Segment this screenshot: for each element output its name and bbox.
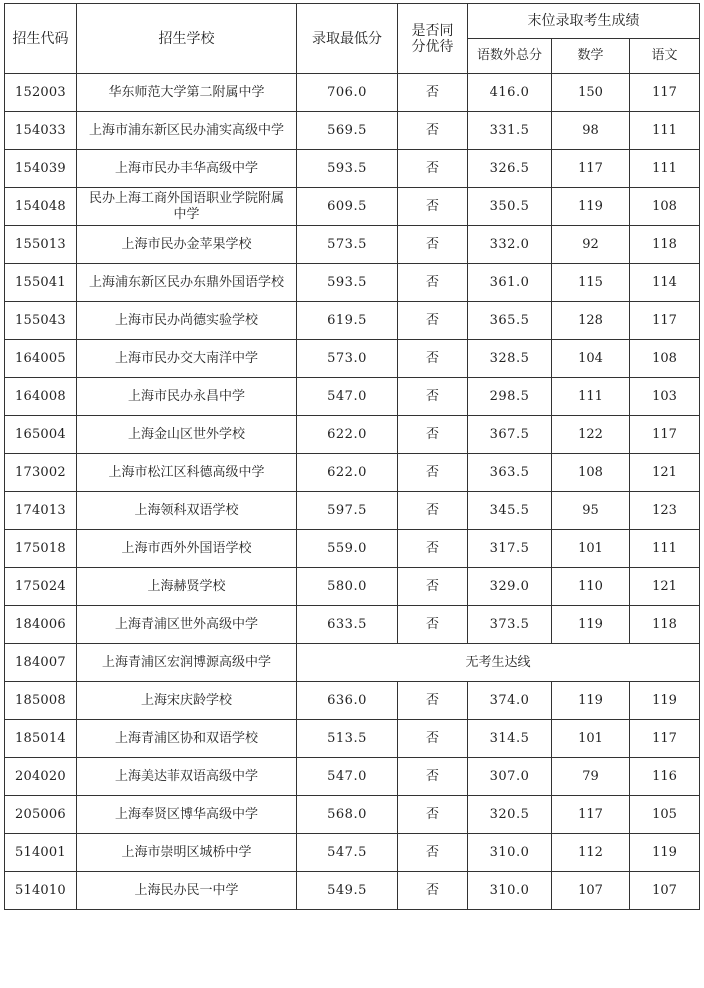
cell-school: 上海市民办永昌中学 (77, 378, 297, 416)
cell-priority: 否 (398, 834, 468, 872)
cell-min-score: 547.0 (297, 378, 398, 416)
cell-code: 204020 (5, 758, 77, 796)
cell-math: 101 (552, 530, 630, 568)
cell-math: 115 (552, 264, 630, 302)
cell-school: 民办上海工商外国语职业学院附属中学 (77, 188, 297, 226)
cell-min-score: 609.5 (297, 188, 398, 226)
cell-min-score: 706.0 (297, 74, 398, 112)
cell-code: 185014 (5, 720, 77, 758)
cell-code: 205006 (5, 796, 77, 834)
cell-code: 165004 (5, 416, 77, 454)
table-row (5, 378, 700, 416)
cell-min-score: 622.0 (297, 454, 398, 492)
cell-min-score: 597.5 (297, 492, 398, 530)
table-body (5, 74, 700, 910)
table-row (5, 112, 700, 150)
header-math: 数学 (552, 39, 630, 74)
cell-code: 514010 (5, 872, 77, 910)
cell-priority: 否 (398, 264, 468, 302)
table-row (5, 568, 700, 606)
cell-school: 上海奉贤区博华高级中学 (77, 796, 297, 834)
cell-min-score: 633.5 (297, 606, 398, 644)
cell-school: 上海赫贤学校 (77, 568, 297, 606)
cell-min-score: 593.5 (297, 150, 398, 188)
cell-code: 154048 (5, 188, 77, 226)
cell-total-score: 326.5 (468, 150, 552, 188)
cell-priority: 否 (398, 530, 468, 568)
cell-chinese: 116 (630, 758, 700, 796)
cell-chinese: 117 (630, 302, 700, 340)
cell-priority: 否 (398, 150, 468, 188)
table-row (5, 530, 700, 568)
table-row (5, 872, 700, 910)
cell-chinese: 103 (630, 378, 700, 416)
cell-math: 110 (552, 568, 630, 606)
table-row (5, 492, 700, 530)
cell-school: 上海青浦区世外高级中学 (77, 606, 297, 644)
cell-chinese: 118 (630, 226, 700, 264)
cell-chinese: 105 (630, 796, 700, 834)
cell-chinese: 111 (630, 530, 700, 568)
cell-priority: 否 (398, 682, 468, 720)
cell-chinese: 121 (630, 454, 700, 492)
cell-min-score: 513.5 (297, 720, 398, 758)
cell-code: 184007 (5, 644, 77, 682)
cell-priority: 否 (398, 74, 468, 112)
cell-min-score: 580.0 (297, 568, 398, 606)
table-row (5, 188, 700, 226)
table-row (5, 302, 700, 340)
cell-priority: 否 (398, 796, 468, 834)
cell-min-score: 569.5 (297, 112, 398, 150)
cell-min-score: 593.5 (297, 264, 398, 302)
table-row (5, 606, 700, 644)
table-row (5, 796, 700, 834)
cell-min-score: 619.5 (297, 302, 398, 340)
cell-total-score: 367.5 (468, 416, 552, 454)
cell-total-score: 328.5 (468, 340, 552, 378)
cell-code: 184006 (5, 606, 77, 644)
table-row (5, 150, 700, 188)
cell-total-score: 350.5 (468, 188, 552, 226)
cell-min-score: 568.0 (297, 796, 398, 834)
cell-school: 上海金山区世外学校 (77, 416, 297, 454)
cell-chinese: 123 (630, 492, 700, 530)
cell-math: 119 (552, 188, 630, 226)
cell-min-score: 622.0 (297, 416, 398, 454)
cell-priority: 否 (398, 416, 468, 454)
cell-code: 154039 (5, 150, 77, 188)
cell-chinese: 111 (630, 112, 700, 150)
cell-math: 112 (552, 834, 630, 872)
cell-total-score: 361.0 (468, 264, 552, 302)
cell-math: 128 (552, 302, 630, 340)
cell-min-score: 547.0 (297, 758, 398, 796)
cell-chinese: 119 (630, 682, 700, 720)
cell-school: 上海市民办金苹果学校 (77, 226, 297, 264)
cell-code: 173002 (5, 454, 77, 492)
cell-math: 122 (552, 416, 630, 454)
cell-math: 119 (552, 606, 630, 644)
cell-math: 108 (552, 454, 630, 492)
cell-total-score: 416.0 (468, 74, 552, 112)
cell-total-score: 332.0 (468, 226, 552, 264)
cell-total-score: 317.5 (468, 530, 552, 568)
cell-priority: 否 (398, 340, 468, 378)
cell-priority: 否 (398, 302, 468, 340)
cell-code: 514001 (5, 834, 77, 872)
cell-code: 154033 (5, 112, 77, 150)
cell-priority: 否 (398, 226, 468, 264)
cell-total-score: 373.5 (468, 606, 552, 644)
cell-math: 95 (552, 492, 630, 530)
table-row (5, 416, 700, 454)
cell-school: 华东师范大学第二附属中学 (77, 74, 297, 112)
cell-total-score: 320.5 (468, 796, 552, 834)
cell-school: 上海宋庆龄学校 (77, 682, 297, 720)
cell-total-score: 307.0 (468, 758, 552, 796)
cell-math: 117 (552, 150, 630, 188)
cell-min-score: 559.0 (297, 530, 398, 568)
cell-school: 上海领科双语学校 (77, 492, 297, 530)
table-row (5, 834, 700, 872)
cell-school: 上海市西外外国语学校 (77, 530, 297, 568)
cell-code: 152003 (5, 74, 77, 112)
cell-school: 上海市崇明区城桥中学 (77, 834, 297, 872)
header-total-score: 语数外总分 (468, 39, 552, 74)
cell-code: 174013 (5, 492, 77, 530)
cell-min-score: 636.0 (297, 682, 398, 720)
cell-code: 155043 (5, 302, 77, 340)
cell-note: 无考生达线 (297, 644, 700, 682)
cell-priority: 否 (398, 454, 468, 492)
cell-total-score: 365.5 (468, 302, 552, 340)
cell-math: 104 (552, 340, 630, 378)
cell-priority: 否 (398, 568, 468, 606)
cell-chinese: 119 (630, 834, 700, 872)
cell-school: 上海青浦区协和双语学校 (77, 720, 297, 758)
cell-code: 164008 (5, 378, 77, 416)
cell-math: 117 (552, 796, 630, 834)
cell-total-score: 329.0 (468, 568, 552, 606)
table-row (5, 340, 700, 378)
cell-math: 92 (552, 226, 630, 264)
cell-chinese: 107 (630, 872, 700, 910)
cell-chinese: 117 (630, 416, 700, 454)
cell-total-score: 345.5 (468, 492, 552, 530)
cell-school: 上海市民办丰华高级中学 (77, 150, 297, 188)
cell-school: 上海市民办尚德实验学校 (77, 302, 297, 340)
header-last-admitted-scores: 末位录取考生成绩 (468, 4, 700, 39)
table-row (5, 682, 700, 720)
table-row (5, 454, 700, 492)
cell-chinese: 117 (630, 720, 700, 758)
cell-code: 185008 (5, 682, 77, 720)
header-chinese: 语文 (630, 39, 700, 74)
cell-total-score: 310.0 (468, 872, 552, 910)
cell-code: 155013 (5, 226, 77, 264)
cell-school: 上海市浦东新区民办浦实高级中学 (77, 112, 297, 150)
cell-priority: 否 (398, 606, 468, 644)
cell-min-score: 549.5 (297, 872, 398, 910)
cell-school: 上海浦东新区民办东鼎外国语学校 (77, 264, 297, 302)
cell-school: 上海青浦区宏润博源高级中学 (77, 644, 297, 682)
cell-chinese: 111 (630, 150, 700, 188)
admission-score-table (4, 3, 700, 910)
table-row (5, 226, 700, 264)
cell-priority: 否 (398, 872, 468, 910)
cell-code: 155041 (5, 264, 77, 302)
cell-priority: 否 (398, 188, 468, 226)
cell-code: 175018 (5, 530, 77, 568)
header-code: 招生代码 (5, 4, 77, 74)
table-row (5, 644, 700, 682)
cell-priority: 否 (398, 720, 468, 758)
cell-min-score: 547.5 (297, 834, 398, 872)
cell-math: 101 (552, 720, 630, 758)
table-row (5, 758, 700, 796)
cell-code: 164005 (5, 340, 77, 378)
cell-chinese: 121 (630, 568, 700, 606)
header-min-score: 录取最低分 (297, 4, 398, 74)
cell-total-score: 298.5 (468, 378, 552, 416)
cell-math: 79 (552, 758, 630, 796)
cell-school: 上海市松江区科德高级中学 (77, 454, 297, 492)
header-school: 招生学校 (77, 4, 297, 74)
cell-priority: 否 (398, 758, 468, 796)
cell-total-score: 374.0 (468, 682, 552, 720)
cell-chinese: 118 (630, 606, 700, 644)
header-priority: 是否同分优待 (398, 4, 468, 74)
cell-total-score: 310.0 (468, 834, 552, 872)
cell-math: 150 (552, 74, 630, 112)
cell-chinese: 114 (630, 264, 700, 302)
cell-math: 119 (552, 682, 630, 720)
cell-school: 上海民办民一中学 (77, 872, 297, 910)
cell-total-score: 331.5 (468, 112, 552, 150)
cell-chinese: 108 (630, 188, 700, 226)
cell-school: 上海市民办交大南洋中学 (77, 340, 297, 378)
cell-priority: 否 (398, 112, 468, 150)
cell-math: 111 (552, 378, 630, 416)
cell-total-score: 314.5 (468, 720, 552, 758)
table-row (5, 74, 700, 112)
cell-min-score: 573.0 (297, 340, 398, 378)
cell-priority: 否 (398, 378, 468, 416)
cell-chinese: 117 (630, 74, 700, 112)
cell-total-score: 363.5 (468, 454, 552, 492)
cell-chinese: 108 (630, 340, 700, 378)
cell-math: 107 (552, 872, 630, 910)
table-row (5, 264, 700, 302)
cell-math: 98 (552, 112, 630, 150)
cell-priority: 否 (398, 492, 468, 530)
cell-min-score: 573.5 (297, 226, 398, 264)
cell-school: 上海美达菲双语高级中学 (77, 758, 297, 796)
cell-code: 175024 (5, 568, 77, 606)
table-row (5, 720, 700, 758)
